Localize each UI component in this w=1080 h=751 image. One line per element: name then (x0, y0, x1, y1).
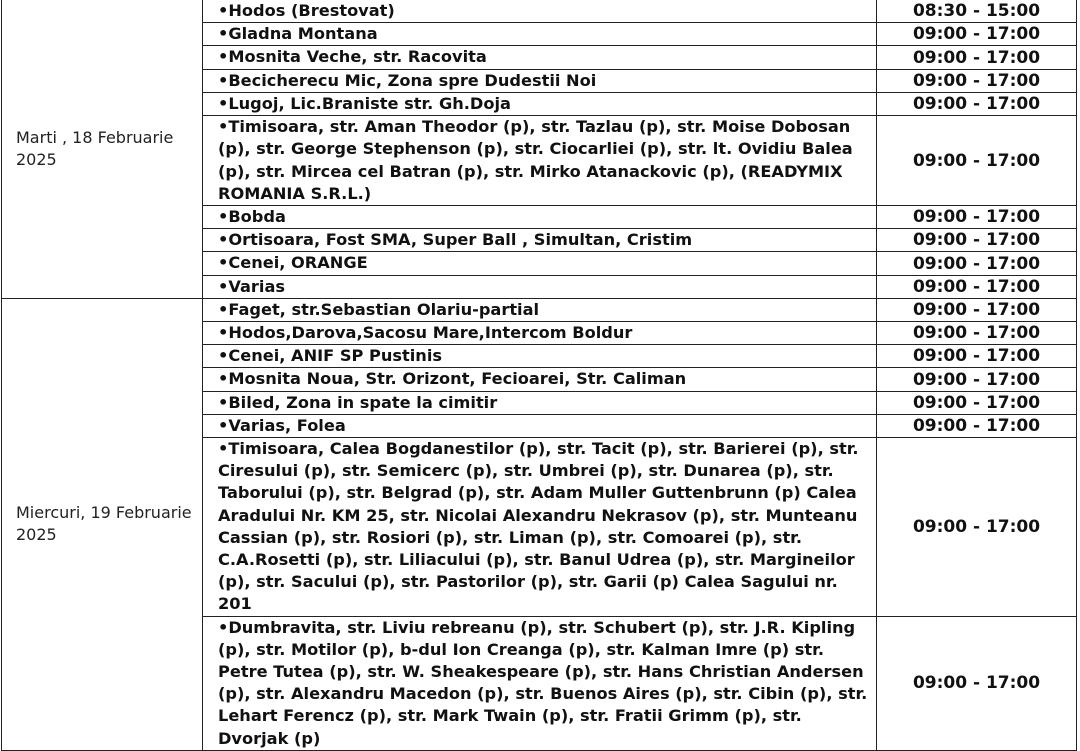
location-cell: •Varias (203, 275, 877, 298)
location-cell: •Faget, str.Sebastian Olariu-partial (203, 298, 877, 321)
hours-cell: 09:00 - 17:00 (877, 322, 1077, 345)
hours-cell: 09:00 - 17:00 (877, 206, 1077, 229)
location-cell: •Hodos (Brestovat) (203, 0, 877, 23)
hours-cell: 09:00 - 17:00 (877, 92, 1077, 115)
location-cell: •Mosnita Veche, str. Racovita (203, 46, 877, 69)
location-cell: •Timisoara, str. Aman Theodor (p), str. Tazlau (p), str. Moise Dobosan (p), str. George Stephenson (p), str. Ciocarliei (p), str. lt. Ovidiu Balea (p), str. Mircea cel Batran (p), str. Mirko Atanackovic (p), (READYMIX ROMANIA S.R.L.) (203, 116, 877, 206)
schedule-table (1, 0, 1077, 751)
location-cell: •Cenei, ORANGE (203, 252, 877, 275)
hours-cell: 09:00 - 17:00 (877, 391, 1077, 414)
table-row (2, 0, 1077, 23)
location-cell: •Lugoj, Lic.Braniste str. Gh.Doja (203, 92, 877, 115)
table-row (2, 298, 1077, 321)
location-cell: •Becicherecu Mic, Zona spre Dudestii Noi (203, 69, 877, 92)
location-cell: •Dumbravita, str. Liviu rebreanu (p), str. Schubert (p), str. J.R. Kipling (p), str. Motilor (p), b-dul Ion Creanga (p), str. Kalman Imre (p) str. Petre Tutea (p), str. W. Sheakespeare (p), str. Hans Christian Andersen (p), str. Alexandru Macedon (p), str. Buenos Aires (p), str. Cibin (p), str. Lehart Ferencz (p), str. Mark Twain (p), str. Fratii Grimm (p), str. Dvorjak (p) (203, 616, 877, 750)
day-date: Miercuri, 19 Februarie 2025 (2, 298, 203, 750)
day-date: Marti , 18 Februarie 2025 (2, 0, 203, 298)
hours-cell: 09:00 - 17:00 (877, 69, 1077, 92)
location-cell: •Bobda (203, 206, 877, 229)
location-cell: •Ortisoara, Fost SMA, Super Ball , Simultan, Cristim (203, 229, 877, 252)
hours-cell: 09:00 - 17:00 (877, 345, 1077, 368)
location-cell: •Varias, Folea (203, 414, 877, 437)
hours-cell: 09:00 - 17:00 (877, 438, 1077, 617)
hours-cell: 09:00 - 17:00 (877, 116, 1077, 206)
location-cell: •Cenei, ANIF SP Pustinis (203, 345, 877, 368)
hours-cell: 09:00 - 17:00 (877, 414, 1077, 437)
hours-cell: 09:00 - 17:00 (877, 616, 1077, 750)
hours-cell: 09:00 - 17:00 (877, 23, 1077, 46)
hours-cell: 09:00 - 17:00 (877, 298, 1077, 321)
hours-cell: 09:00 - 17:00 (877, 275, 1077, 298)
hours-cell: 09:00 - 17:00 (877, 252, 1077, 275)
location-cell: •Mosnita Noua, Str. Orizont, Fecioarei, Str. Caliman (203, 368, 877, 391)
hours-cell: 08:30 - 15:00 (877, 0, 1077, 23)
location-cell: •Timisoara, Calea Bogdanestilor (p), str. Tacit (p), str. Barierei (p), str. Ciresului (p), str. Semicerc (p), str. Umbrei (p), str. Dunarea (p), str. Taborului (p), str. Belgrad (p), str. Adam Muller Guttenbrunn (p) Calea Aradului Nr. KM 25, str. Nicolai Alexandru Nekrasov (p), str. Munteanu Cassian (p), str. Rosiori (p), str. Liman (p), str. Comoarei (p), str. C.A.Rosetti (p), str. Liliacului (p), str. Banul Udrea (p), str. Margineilor (p), str. Sacului (p), str. Pastorilor (p), str. Garii (p) Calea Sagului nr. 201 (203, 438, 877, 617)
location-cell: •Hodos,Darova,Sacosu Mare,Intercom Boldur (203, 322, 877, 345)
hours-cell: 09:00 - 17:00 (877, 229, 1077, 252)
location-cell: •Biled, Zona in spate la cimitir (203, 391, 877, 414)
hours-cell: 09:00 - 17:00 (877, 46, 1077, 69)
location-cell: •Gladna Montana (203, 23, 877, 46)
hours-cell: 09:00 - 17:00 (877, 368, 1077, 391)
